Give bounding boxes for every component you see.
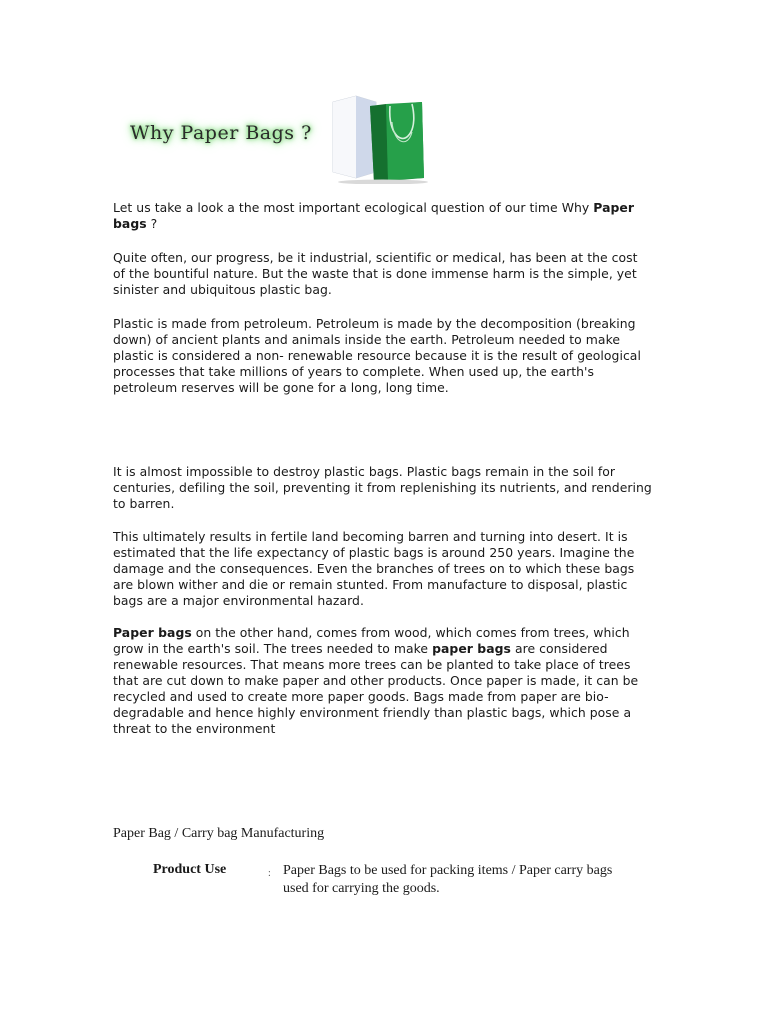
barren-paragraph: This ultimately results in fertile land becoming barren and turning into desert. It is estimated that the life expectancy of plastic bags is around 250 years. Imagine the damage and the consequences. Even the branches of trees on to which these bags are blown wither and die or remain stunted. From manufacture to disposal, plastic bags are a major environmental hazard. bbox=[113, 529, 635, 608]
manufacturing-heading: Paper Bag / Carry bag Manufacturing bbox=[113, 826, 325, 841]
petroleum-paragraph: Plastic is made from petroleum. Petroleum is made by the decomposition (breaking down) of ancient plants and animals inside the earth. Petroleum needed to make plastic is considered a non- renewable resource because it is the result of geological processes that take millions of years to complete. When used up, the earth's petroleum reserves will be gone for a long, long time. bbox=[113, 316, 641, 395]
intro-text: Let us take a look a the most important ecological question of our time Why bbox=[113, 200, 594, 215]
paper-bags-text-1: on the other hand, comes from wood, which comes from trees, which grow in the earth's soil. The trees needed to make bbox=[113, 625, 630, 656]
intro-emphasis: Paper bags bbox=[113, 200, 635, 231]
paper-bags-emphasis-2: paper bags bbox=[432, 641, 511, 656]
label-separator: : bbox=[268, 868, 271, 879]
page-title: Why Paper Bags ? bbox=[130, 122, 312, 144]
paper-bags-paragraph bbox=[113, 625, 653, 737]
paper-bags-text-2: are considered renewable resources. That means more trees can be planted to take place of trees that are cut down to make paper and other products. Once paper is made, it can be recycled and used to create more paper goods. Bags made from paper are bio-degradable and hence highly environment friendly than plastic bags, which pose a threat to the environment bbox=[113, 641, 639, 736]
header-banner bbox=[120, 92, 430, 184]
paper-bags-emphasis-1: Paper bags bbox=[113, 625, 192, 640]
product-use-value: Paper Bags to be used for packing items / Paper carry bags used for carrying the goods. bbox=[283, 863, 613, 896]
paper-bags-image bbox=[328, 92, 428, 184]
product-use-label: Product Use bbox=[153, 862, 227, 877]
intro-end: ? bbox=[146, 216, 158, 231]
progress-paragraph: Quite often, our progress, be it industrial, scientific or medical, has been at the cost of the bountiful nature. But the waste that is done immense harm is the simple, yet sinister and ubiquitous plastic bag. bbox=[113, 250, 638, 297]
destroy-paragraph: It is almost impossible to destroy plastic bags. Plastic bags remain in the soil for centuries, defiling the soil, preventing it from replenishing its nutrients, and rendering to barren. bbox=[113, 464, 652, 511]
intro-paragraph bbox=[113, 200, 653, 232]
